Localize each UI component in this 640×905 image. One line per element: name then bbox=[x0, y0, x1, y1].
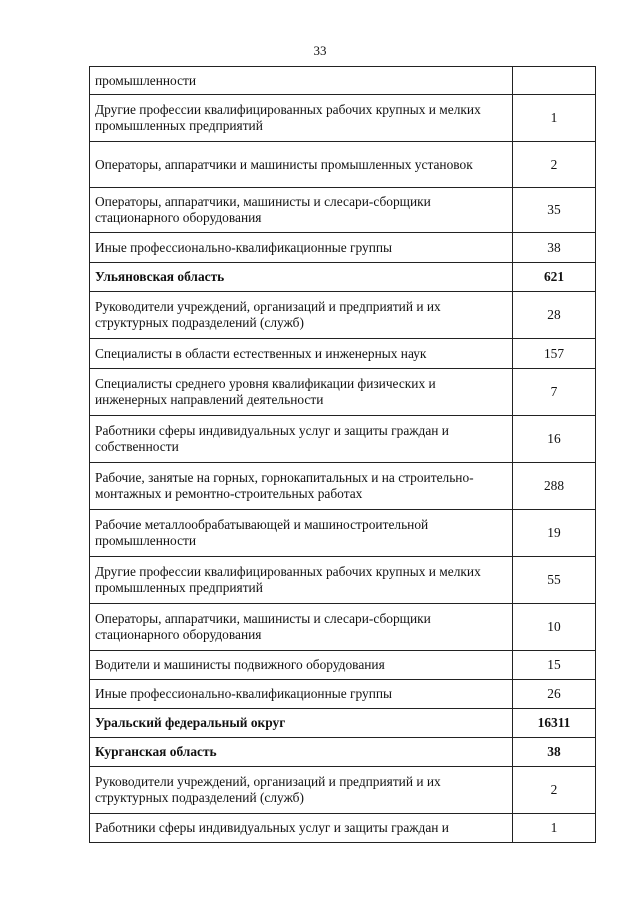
table-row bbox=[90, 510, 596, 557]
row-value: 16311 bbox=[513, 709, 596, 738]
row-value: 38 bbox=[513, 738, 596, 767]
row-label: Операторы, аппаратчики и машинисты промышленных установок bbox=[90, 142, 513, 188]
table-row bbox=[90, 463, 596, 510]
row-label: Операторы, аппаратчики, машинисты и слесари-сборщики стационарного оборудования bbox=[90, 604, 513, 651]
table-body bbox=[90, 67, 596, 843]
row-label: Курганская область bbox=[90, 738, 513, 767]
table-row bbox=[90, 339, 596, 369]
row-value: 35 bbox=[513, 188, 596, 233]
row-label: Операторы, аппаратчики, машинисты и слесари-сборщики стационарного оборудования bbox=[90, 188, 513, 233]
row-label: Иные профессионально-квалификационные группы bbox=[90, 233, 513, 263]
row-value: 15 bbox=[513, 651, 596, 680]
row-label: Рабочие металлообрабатывающей и машиностроительной промышленности bbox=[90, 510, 513, 557]
table-row bbox=[90, 416, 596, 463]
row-value: 1 bbox=[513, 95, 596, 142]
row-value: 16 bbox=[513, 416, 596, 463]
row-value: 10 bbox=[513, 604, 596, 651]
row-label: Специалисты среднего уровня квалификации физических и инженерных направлений деятельности bbox=[90, 369, 513, 416]
table-row-region bbox=[90, 738, 596, 767]
table-row bbox=[90, 95, 596, 142]
row-value: 38 bbox=[513, 233, 596, 263]
row-value: 2 bbox=[513, 142, 596, 188]
table-row-region bbox=[90, 263, 596, 292]
row-label: Другие профессии квалифицированных рабочих крупных и мелких промышленных предприятий bbox=[90, 557, 513, 604]
row-label: промышленности bbox=[90, 67, 513, 95]
table-row bbox=[90, 680, 596, 709]
row-value: 2 bbox=[513, 767, 596, 814]
table-row bbox=[90, 142, 596, 188]
row-value: 28 bbox=[513, 292, 596, 339]
table-row bbox=[90, 233, 596, 263]
table-row bbox=[90, 292, 596, 339]
table-row bbox=[90, 557, 596, 604]
row-label: Иные профессионально-квалификационные группы bbox=[90, 680, 513, 709]
data-table bbox=[89, 66, 596, 843]
row-value: 55 bbox=[513, 557, 596, 604]
row-value bbox=[513, 67, 596, 95]
row-label: Водители и машинисты подвижного оборудования bbox=[90, 651, 513, 680]
row-value: 19 bbox=[513, 510, 596, 557]
table-row-district bbox=[90, 709, 596, 738]
row-value: 621 bbox=[513, 263, 596, 292]
row-label: Работники сферы индивидуальных услуг и защиты граждан и bbox=[90, 814, 513, 843]
row-value: 288 bbox=[513, 463, 596, 510]
table-row bbox=[90, 767, 596, 814]
row-label: Руководители учреждений, организаций и предприятий и их структурных подразделений (служб) bbox=[90, 292, 513, 339]
row-value: 26 bbox=[513, 680, 596, 709]
table-row bbox=[90, 188, 596, 233]
row-value: 157 bbox=[513, 339, 596, 369]
table-row bbox=[90, 604, 596, 651]
row-label: Руководители учреждений, организаций и предприятий и их структурных подразделений (служб) bbox=[90, 767, 513, 814]
row-label: Рабочие, занятые на горных, горнокапитальных и на строительно-монтажных и ремонтно-строительных работах bbox=[90, 463, 513, 510]
row-label: Уральский федеральный округ bbox=[90, 709, 513, 738]
row-value: 7 bbox=[513, 369, 596, 416]
row-label: Работники сферы индивидуальных услуг и защиты граждан и собственности bbox=[90, 416, 513, 463]
row-label: Другие профессии квалифицированных рабочих крупных и мелких промышленных предприятий bbox=[90, 95, 513, 142]
table-row bbox=[90, 67, 596, 95]
table-row bbox=[90, 651, 596, 680]
page-number: 33 bbox=[313, 43, 327, 58]
table-row bbox=[90, 369, 596, 416]
table-row bbox=[90, 814, 596, 843]
row-label: Ульяновская область bbox=[90, 263, 513, 292]
row-label: Специалисты в области естественных и инженерных наук bbox=[90, 339, 513, 369]
row-value: 1 bbox=[513, 814, 596, 843]
